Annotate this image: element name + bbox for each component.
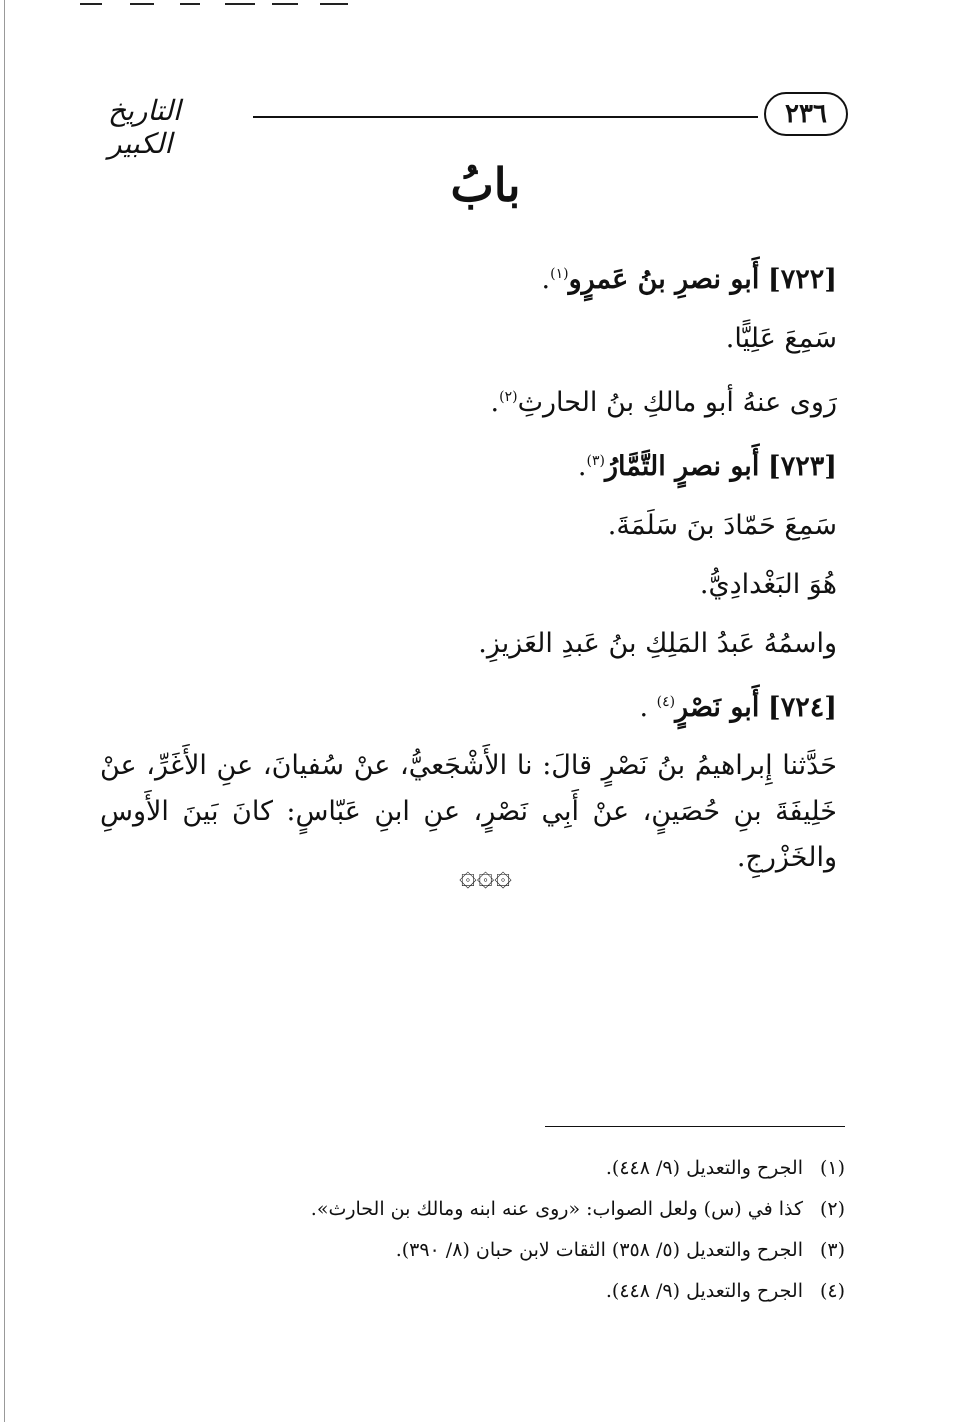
entry-heading [100,432,837,496]
footnote [250,1148,845,1189]
text-line: واسمُهُ عَبدُ المَلِكِ بنُ عَبدِ العَزيزِ. [478,628,837,659]
text-line: هُوَ البَغْدادِيُّ. [699,569,837,600]
entry-number: [٧٢٤] [767,692,837,723]
text-line: سَمِعَ عَلِيًّا. [725,323,837,354]
footnote [250,1189,845,1230]
footnote-text: الجرح والتعديل (٥/ ٣٥٨) الثقات لابن حبان (٨/ ٣٩٠). [395,1239,803,1261]
chapter-title: بابُ [450,158,521,212]
hadith-paragraph: حَدَّثنا إِبراهيمُ بنُ نَصْرٍ قالَ: نا الأَشْجَعيُّ، عنْ سُفيانَ، عنِ الأَغَرِّ، عنْ خَلِيفَةَ بنِ حُصَينٍ، عنْ أَبِي نَصْرٍ، عنِ ابنِ عَبّاسٍ: كانَ بَينَ الأَوسِ والخَزْرجِ. [100,750,837,873]
footnotes [250,1148,845,1312]
footnote [250,1271,845,1312]
footnote-text: كذا في (س) ولعل الصواب: «روى عنه ابنه ومالك بن الحارث». [310,1198,803,1220]
book-title: التاريخ الكبير [108,94,181,160]
text-line [100,368,837,432]
header-rule [253,116,758,118]
footnote-ref: (٤) [656,694,676,710]
footnote-number: (١) [819,1157,845,1179]
footnote-ref: (٣) [586,453,605,469]
entry-name: أَبو نَصْرٍ [675,692,760,723]
main-text [100,245,837,881]
footnote-text: الجرح والتعديل (٩/ ٤٤٨). [605,1157,803,1179]
entry-heading [100,245,837,309]
page-number: ٢٣٦ [764,92,848,136]
entry-name: أَبو نصرِ بنُ عَمرٍو [568,264,760,295]
footnote-number: (٣) [819,1239,845,1261]
footnote-divider [545,1126,845,1127]
entry-heading [100,673,837,737]
footnote-number: (٤) [819,1280,845,1302]
footnote-ref: (٢) [499,389,518,405]
entry-number: [٧٢٢] [767,264,837,295]
footnote-ref: (١) [550,266,569,282]
footnote [250,1230,845,1271]
entry-tail: . [577,451,587,482]
page-header [108,92,848,160]
text-line-content: رَوى عنهُ أبو مالكِ بنُ الحارثِ [517,387,837,418]
entry-tail: . [541,264,551,295]
entry-number: [٧٢٣] [767,451,837,482]
section-separator-ornament: ۞۞۞ [459,858,512,893]
entry-tail: . [639,692,657,723]
footnote-number: (٢) [819,1198,845,1220]
entry-name: أَبو نصرٍ التَّمَّارُ [604,451,760,482]
page-edge-line [4,0,5,1422]
top-edge-marks [0,0,971,8]
footnote-text: الجرح والتعديل (٩/ ٤٤٨). [605,1280,803,1302]
text-line: سَمِعَ حَمّادَ بنَ سَلَمَةَ. [607,510,837,541]
text-line-tail: . [490,387,500,418]
